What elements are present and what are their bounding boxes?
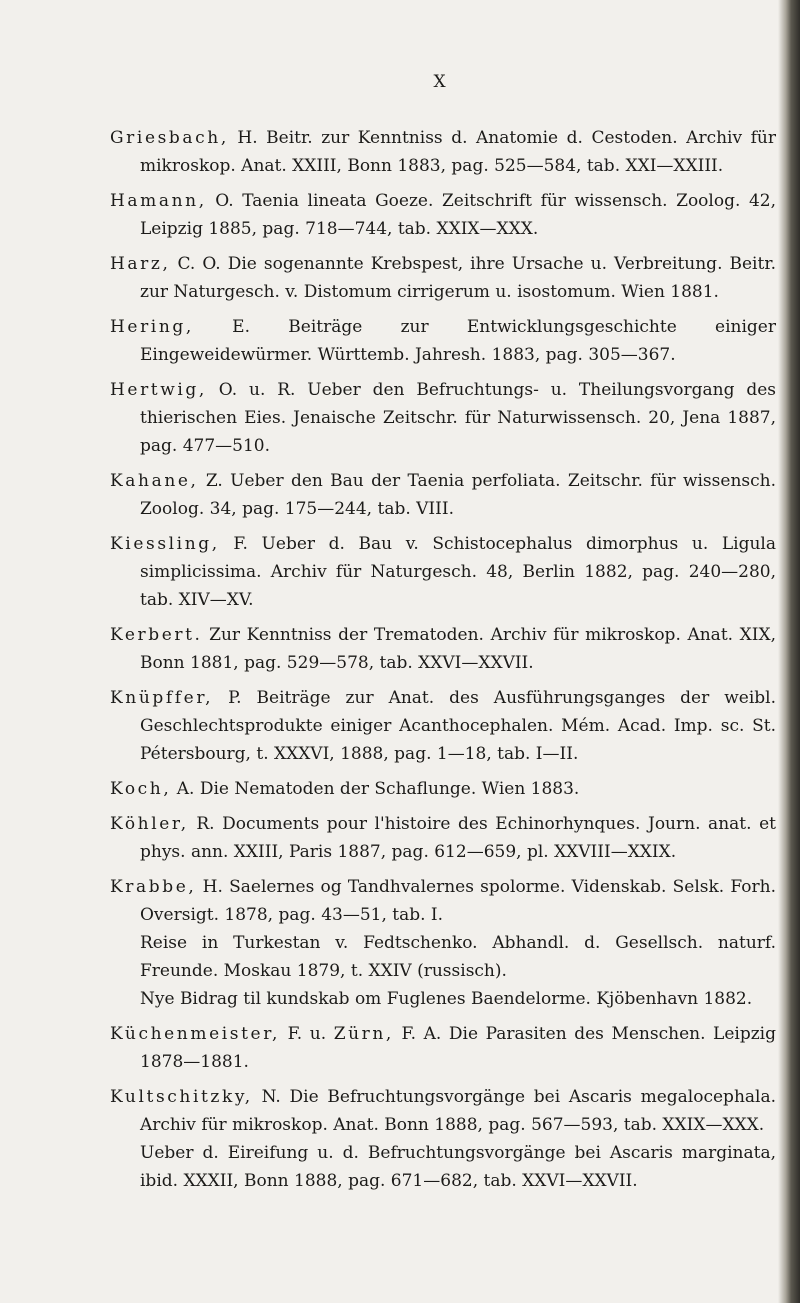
author-name: Kerbert. bbox=[110, 625, 203, 645]
bib-entry-koch bbox=[110, 775, 776, 803]
author-name: Hering, bbox=[110, 317, 194, 337]
author-name: Köhler, bbox=[110, 814, 189, 834]
entry-text: E. Beiträge zur Entwicklungsgeschichte einiger Eingeweidewürmer. Württemb. Jahresh. 1883, pag. 305—367. bbox=[140, 317, 776, 365]
bib-entry-koehler bbox=[110, 810, 776, 866]
author-name: Küchenmeister, bbox=[110, 1024, 281, 1044]
bib-entry-hertwig bbox=[110, 376, 776, 460]
entry-text: O. Taenia lineata Goeze. Zeitschrift für wissensch. Zoolog. 42, Leipzig 1885, pag. 718—744, tab. XXIX—XXX. bbox=[140, 191, 776, 239]
page-number: X bbox=[433, 72, 447, 92]
bib-entry-harz bbox=[110, 250, 776, 306]
bib-entry-knuepffer bbox=[110, 684, 776, 768]
author-name: Kahane, bbox=[110, 471, 199, 491]
author-name: Hamann, bbox=[110, 191, 207, 211]
page-edge-shadow bbox=[778, 0, 800, 1303]
entry-sub-text: Nye Bidrag til kundskab om Fuglenes Baendelorme. Kjöbenhavn 1882. bbox=[140, 989, 753, 1009]
entry-text: F. Ueber d. Bau v. Schistocephalus dimorphus u. Ligula simplicissima. Archiv für Naturgesch. 48, Berlin 1882, pag. 240—280, tab. XIV—XV. bbox=[140, 534, 776, 610]
bib-entry-krabbe bbox=[110, 873, 776, 1013]
bib-entry-griesbach bbox=[110, 124, 776, 180]
author-name: Kiessling, bbox=[110, 534, 220, 554]
bib-entry-kultschitzky bbox=[110, 1083, 776, 1195]
entry-text: H. Beitr. zur Kenntniss d. Anatomie d. Cestoden. Archiv für mikroskop. Anat. XXIII, Bonn 1883, pag. 525—584, tab. XXI—XXIII. bbox=[140, 128, 776, 176]
author-name: Griesbach, bbox=[110, 128, 229, 148]
bibliography-list bbox=[110, 124, 776, 1202]
entry-text: R. Documents pour l'histoire des Echinorhynques. Journ. anat. et phys. ann. XXIII, Paris 1887, pag. 612—659, pl. XXVIII—XXIX. bbox=[140, 814, 776, 862]
entry-sub-text: Ueber d. Eireifung u. d. Befruchtungsvorgänge bei Ascaris marginata, ibid. XXXII, Bonn 1888, pag. 671—682, tab. XXVI—XXVII. bbox=[140, 1143, 776, 1191]
entry-text: O. u. R. Ueber den Befruchtungs- u. Theilungsvorgang des thierischen Eies. Jenaische Zeitschr. für Naturwissensch. 20, Jena 1887, pag. 477—510. bbox=[140, 380, 776, 456]
entry-text: Z. Ueber den Bau der Taenia perfoliata. Zeitschr. für wissensch. Zoolog. 34, pag. 175—244, tab. VIII. bbox=[140, 471, 776, 519]
entry-sub-text: Reise in Turkestan v. Fedtschenko. Abhandl. d. Gesellsch. naturf. Freunde. Moskau 1879, t. XXIV (russisch). bbox=[140, 933, 776, 981]
entry-text: A. Die Nematoden der Schaflunge. Wien 1883. bbox=[171, 779, 580, 799]
bib-entry-kahane bbox=[110, 467, 776, 523]
author-name: Hertwig, bbox=[110, 380, 207, 400]
bib-entry-kerbert bbox=[110, 621, 776, 677]
author-name: Knüpffer, bbox=[110, 688, 214, 708]
bib-entry-kuechenmeister bbox=[110, 1020, 776, 1076]
bib-entry-hering bbox=[110, 313, 776, 369]
author-name: Krabbe, bbox=[110, 877, 197, 897]
entry-text: N. Die Befruchtungsvorgänge bei Ascaris megalocephala. Archiv für mikroskop. Anat. Bonn 1888, pag. 567—593, tab. XXIX—XXX. bbox=[140, 1087, 776, 1135]
author-name: Harz, bbox=[110, 254, 171, 274]
author-name: Koch, bbox=[110, 779, 172, 799]
entry-text: F. A. Die Parasiten des Menschen. Leipzig 1878—1881. bbox=[140, 1024, 776, 1072]
entry-text: C. O. Die sogenannte Krebspest, ihre Ursache u. Verbreitung. Beitr. zur Naturgesch. v. Distomum cirrigerum u. isostomum. Wien 1881. bbox=[140, 254, 776, 302]
entry-text: Zur Kenntniss der Trematoden. Archiv für mikroskop. Anat. XIX, Bonn 1881, pag. 529—578, tab. XXVI—XXVII. bbox=[140, 625, 776, 673]
entry-text: P. Beiträge zur Anat. des Ausführungsganges der weibl. Geschlechtsprodukte einiger Acanthocephalen. Mém. Acad. Imp. sc. St. Pétersbourg, t. XXXVI, 1888, pag. 1—18, tab. I—II. bbox=[140, 688, 776, 764]
entry-text: F. u. bbox=[280, 1024, 334, 1044]
author-name: Zürn, bbox=[333, 1024, 394, 1044]
bib-entry-hamann bbox=[110, 187, 776, 243]
bib-entry-kiessling bbox=[110, 530, 776, 614]
author-name: Kultschitzky, bbox=[110, 1087, 253, 1107]
entry-text: H. Saelernes og Tandhvalernes spolorme. Videnskab. Selsk. Forh. Oversigt. 1878, pag. 43—51, tab. I. bbox=[140, 877, 776, 925]
